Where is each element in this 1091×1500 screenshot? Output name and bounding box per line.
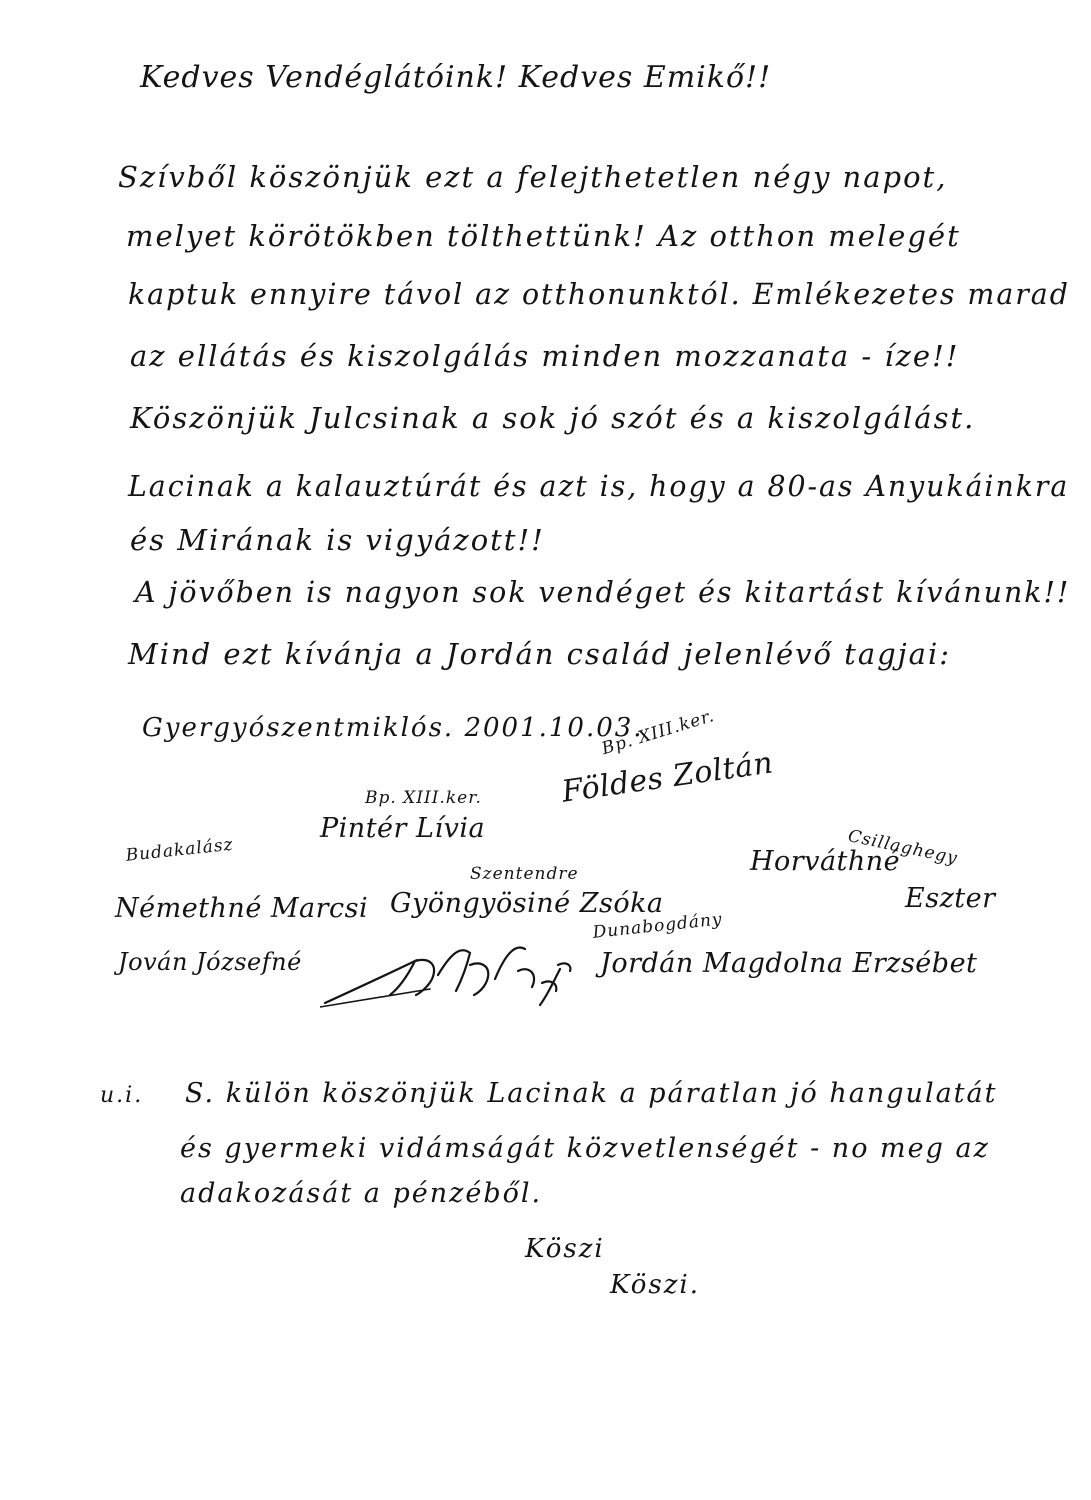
signature-place: Bp. XIII.ker.	[365, 788, 482, 808]
body-line: A jövőben is nagyon sok vendéget és kitartást kívánunk!!	[135, 575, 1071, 609]
signature-name: Földes Zoltán	[559, 745, 776, 810]
body-line: melyet körötökben tölthettünk! Az otthon melegét	[126, 219, 961, 253]
signature-name: Gyöngyösiné Zsóka	[390, 888, 664, 919]
signature-name: Pintér Lívia	[320, 813, 486, 844]
body-line: Mind ezt kívánja a Jordán család jelenlévő tagjai:	[128, 637, 952, 671]
postscript-line: adakozását a pénzéből.	[180, 1178, 543, 1209]
postscript-line: és gyermeki vidámságát közvetlenségét - no meg az	[180, 1133, 990, 1164]
body-line: Köszönjük Julcsinak a sok jó szót és a kiszolgálást.	[130, 401, 976, 435]
signature-place: Dunabogdány	[591, 909, 724, 943]
signature-place: Budakalász	[124, 834, 235, 866]
greeting: Kedves Vendéglátóink! Kedves Emikő!!	[140, 60, 772, 95]
postscript-thanks: Köszi	[525, 1234, 605, 1264]
body-line: Szívből köszönjük ezt a felejthetetlen négy napot,	[118, 160, 948, 194]
postscript-thanks: Köszi.	[610, 1270, 700, 1300]
postscript-marker: u.i.	[100, 1083, 144, 1108]
signature-name: Jován Józsefné	[118, 948, 302, 976]
body-line: kaptuk ennyire távol az otthonunktól. Emlékezetes marad	[128, 277, 1070, 311]
signature-name: Horváthné	[750, 846, 901, 877]
signature-place: Szentendre	[470, 864, 579, 884]
signature-name: Jordán Magdolna Erzsébet	[600, 948, 978, 979]
scribble-signature	[320, 935, 580, 1010]
signature-place: Csillaghegy	[846, 826, 960, 869]
signature-name: Eszter	[905, 883, 996, 914]
place-date: Gyergyószentmiklós. 2001.10.03.	[142, 713, 644, 743]
body-line: az ellátás és kiszolgálás minden mozzanata - íze!!	[130, 339, 960, 373]
body-line: Lacinak a kalauztúrát és azt is, hogy a 80-as Anyukáinkra	[128, 469, 1070, 503]
signature-name: Némethné Marcsi	[115, 893, 369, 924]
postscript-line: S. külön köszönjük Lacinak a páratlan jó hangulatát	[185, 1078, 998, 1109]
signature-place: Bp. XIII.ker.	[599, 705, 718, 760]
body-line: és Mirának is vigyázott!!	[130, 523, 545, 557]
